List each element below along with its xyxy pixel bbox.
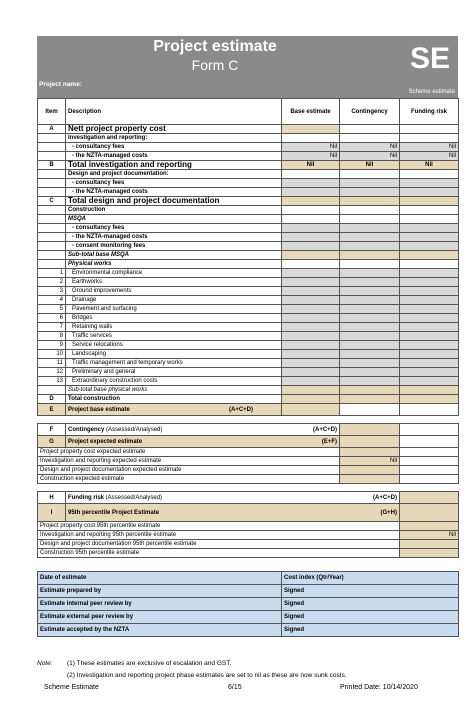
p95-investigation: Investigation and reporting 95th percentile estimate	[38, 531, 400, 540]
item-h: H	[38, 492, 66, 504]
work-label: Traffic services	[66, 332, 282, 341]
work-label: Pavement and surfacing	[66, 305, 282, 314]
cell	[340, 448, 400, 457]
row-p95-construction	[38, 549, 459, 558]
nil-value: Nil	[400, 143, 459, 152]
row-msqa-consent	[38, 242, 459, 251]
work-number: 12	[38, 368, 66, 377]
cell[interactable]	[340, 305, 400, 314]
inv-heading: Investigation and reporting:	[66, 134, 282, 143]
cell	[400, 549, 459, 558]
cell[interactable]	[340, 269, 400, 278]
work-number: 3	[38, 287, 66, 296]
physical-works-row	[38, 314, 459, 323]
cell	[282, 206, 340, 215]
cell	[340, 125, 400, 134]
physical-works-row	[38, 323, 459, 332]
cell	[400, 260, 459, 269]
physical-works-row	[38, 341, 459, 350]
row-g	[38, 436, 459, 448]
cell	[282, 134, 340, 143]
cell	[400, 540, 459, 549]
formula-h: (A+C+D)	[372, 494, 397, 501]
col-funding: Funding risk	[400, 99, 459, 125]
row-inv-heading	[38, 134, 459, 143]
signoff-row	[38, 611, 459, 624]
item-b: B	[38, 161, 66, 170]
row-p95-investigation	[38, 531, 459, 540]
cell[interactable]	[282, 233, 340, 242]
cell	[282, 386, 340, 395]
cell	[340, 260, 400, 269]
row-subtotal-physical	[38, 386, 459, 395]
row-msqa-consultancy	[38, 224, 459, 233]
cell[interactable]	[400, 350, 459, 359]
cell[interactable]	[340, 359, 400, 368]
physical-works-row	[38, 350, 459, 359]
cell	[38, 134, 66, 143]
note-h: (Assessed/Analysed)	[105, 494, 163, 501]
footer-left: Scheme Estimate	[44, 684, 99, 691]
signoff-block	[38, 572, 459, 637]
cell	[400, 522, 459, 531]
title-a: Nett project property cost	[66, 125, 282, 134]
physical-works-row	[38, 296, 459, 305]
physical-works-row	[38, 377, 459, 386]
cell	[340, 215, 400, 224]
cell	[340, 134, 400, 143]
spacer-row	[38, 416, 459, 424]
title-g-text: Project expected estimate	[68, 438, 143, 445]
cell	[38, 152, 66, 161]
cell	[340, 424, 400, 436]
p95-property: Project property cost 95th percentile estimate	[38, 522, 400, 531]
title-h-text: Funding risk	[68, 494, 104, 501]
nil-value: Nil	[282, 143, 340, 152]
cell[interactable]	[340, 341, 400, 350]
cell	[282, 215, 340, 224]
row-design-nzta	[38, 188, 459, 197]
label: - consultancy fees	[66, 224, 282, 233]
physical-works-label: Physical works	[66, 260, 282, 269]
physical-works-row	[38, 278, 459, 287]
signoff-row	[38, 598, 459, 611]
nil-value: Nil	[340, 457, 400, 466]
nil-value: Nil	[282, 161, 340, 170]
work-number: 6	[38, 314, 66, 323]
work-label: Bridges	[66, 314, 282, 323]
expected-property: Project property cost expected estimate	[38, 448, 340, 457]
cell[interactable]	[400, 233, 459, 242]
label: - consultancy fees	[66, 179, 282, 188]
nil-value: Nil	[282, 152, 340, 161]
cell	[340, 386, 400, 395]
row-inv-consultancy	[38, 143, 459, 152]
work-number: 5	[38, 305, 66, 314]
cell[interactable]	[340, 278, 400, 287]
row-e	[38, 404, 459, 416]
label: - the NZTA-managed costs	[66, 188, 282, 197]
signoff-value[interactable]: Signed	[282, 624, 459, 637]
row-p95-design	[38, 540, 459, 549]
cell	[38, 386, 66, 395]
cell[interactable]	[282, 278, 340, 287]
work-number: 4	[38, 296, 66, 305]
cell	[400, 215, 459, 224]
title-e-text: Project base estimate	[68, 406, 130, 413]
cell[interactable]	[340, 242, 400, 251]
footer-printed: Printed Date: 10/14/2020	[340, 684, 418, 691]
nil-value: Nil	[400, 161, 459, 170]
p95-construction: Construction 95th percentile estimate	[38, 549, 400, 558]
physical-works-row	[38, 368, 459, 377]
cell[interactable]	[400, 179, 459, 188]
cell	[400, 436, 459, 448]
note-label: Note:	[37, 660, 53, 667]
cell	[38, 188, 66, 197]
label: - consent monitoring fees	[66, 242, 282, 251]
signoff-row	[38, 624, 459, 637]
title-c: Total design and project documentation	[66, 197, 282, 206]
cell[interactable]	[340, 233, 400, 242]
cell[interactable]	[400, 242, 459, 251]
estimate-table	[37, 98, 459, 637]
item-g: G	[38, 436, 66, 448]
cell	[340, 404, 400, 416]
cell	[38, 215, 66, 224]
cell	[340, 475, 400, 484]
cell[interactable]	[340, 314, 400, 323]
signoff-row	[38, 585, 459, 598]
cell	[400, 251, 459, 260]
row-msqa-nzta	[38, 233, 459, 242]
work-label: Drainage	[66, 296, 282, 305]
cell	[38, 233, 66, 242]
work-label: Ground improvements	[66, 287, 282, 296]
spacer-row	[38, 558, 459, 572]
work-label: Service relocations	[66, 341, 282, 350]
row-i	[38, 504, 459, 522]
work-number: 9	[38, 341, 66, 350]
physical-works-row	[38, 359, 459, 368]
spacer	[38, 484, 459, 492]
row-physical-works	[38, 260, 459, 269]
design-heading: Design and project documentation:	[66, 170, 282, 179]
cell	[282, 197, 340, 206]
label: - the NZTA-managed costs	[66, 152, 282, 161]
cell[interactable]	[282, 224, 340, 233]
cell[interactable]	[282, 341, 340, 350]
item-a: A	[38, 125, 66, 134]
work-number: 11	[38, 359, 66, 368]
cell	[400, 448, 459, 457]
estimate-code: SE	[409, 42, 450, 75]
formula-f: (A+C+D)	[312, 426, 337, 433]
cell	[282, 260, 340, 269]
row-expected-investigation	[38, 457, 459, 466]
row-c	[38, 197, 459, 206]
item-i: I	[38, 504, 66, 522]
cell[interactable]	[282, 242, 340, 251]
note-line-1: (1) These estimates are exclusive of escalation and GST.	[67, 660, 232, 667]
cell	[340, 251, 400, 260]
item-c: C	[38, 197, 66, 206]
work-label: Traffic management and temporary works	[66, 359, 282, 368]
cell	[38, 251, 66, 260]
signoff-value[interactable]: Signed	[282, 598, 459, 611]
spacer-row	[38, 484, 459, 492]
cell[interactable]	[340, 287, 400, 296]
cell[interactable]	[282, 323, 340, 332]
expected-construction: Construction expected estimate	[38, 475, 340, 484]
physical-works-row	[38, 332, 459, 341]
expected-design: Design and project documentation expected estimate	[38, 466, 340, 475]
work-number: 1	[38, 269, 66, 278]
work-label: Environmental compliance	[66, 269, 282, 278]
cell[interactable]	[400, 278, 459, 287]
row-f	[38, 424, 459, 436]
cell	[400, 386, 459, 395]
cell	[340, 206, 400, 215]
formula-i: (G+H)	[380, 509, 397, 516]
cell	[400, 170, 459, 179]
cell	[400, 395, 459, 404]
signoff-label: Date of estimate	[38, 572, 282, 585]
form-subtitle: Form C	[191, 57, 239, 73]
signoff-label: Estimate internal peer review by	[38, 598, 282, 611]
row-d	[38, 395, 459, 404]
nil-value: Nil	[400, 531, 459, 540]
cell	[400, 457, 459, 466]
row-design-heading	[38, 170, 459, 179]
formula-e: (A+C+D)	[228, 406, 253, 413]
row-expected-design	[38, 466, 459, 475]
cell	[38, 143, 66, 152]
cell	[400, 206, 459, 215]
cell	[282, 170, 340, 179]
cell[interactable]	[400, 224, 459, 233]
cell	[340, 395, 400, 404]
cell	[38, 170, 66, 179]
work-number: 2	[38, 278, 66, 287]
work-number: 7	[38, 323, 66, 332]
cell[interactable]	[282, 377, 340, 386]
cell[interactable]	[340, 179, 400, 188]
signoff-label: Estimate external peer review by	[38, 611, 282, 624]
cell	[400, 492, 459, 504]
cell[interactable]	[400, 188, 459, 197]
nil-value: Nil	[340, 143, 400, 152]
row-construction	[38, 206, 459, 215]
signoff-value[interactable]: Signed	[282, 585, 459, 598]
physical-works-row	[38, 287, 459, 296]
construction-label: Construction	[66, 206, 282, 215]
cell[interactable]	[282, 125, 340, 134]
nil-value: Nil	[400, 152, 459, 161]
row-b	[38, 161, 459, 170]
cell[interactable]	[400, 332, 459, 341]
work-label: Retaining walls	[66, 323, 282, 332]
signoff-value[interactable]: Cost index (Qtr/Year)	[282, 572, 459, 585]
item-f: F	[38, 424, 66, 436]
cell[interactable]	[400, 287, 459, 296]
title-b: Total investigation and reporting	[66, 161, 282, 170]
work-number: 10	[38, 350, 66, 359]
cell[interactable]	[282, 296, 340, 305]
row-expected-property	[38, 448, 459, 457]
cell	[38, 242, 66, 251]
row-p95-property	[38, 522, 459, 531]
cell	[400, 504, 459, 522]
cell[interactable]	[400, 314, 459, 323]
cell[interactable]	[282, 359, 340, 368]
work-label: Landscaping	[66, 350, 282, 359]
row-a	[38, 125, 459, 134]
note-f: (Assessed/Analysed)	[106, 426, 163, 433]
cell[interactable]	[282, 314, 340, 323]
cell[interactable]	[340, 188, 400, 197]
cell	[38, 224, 66, 233]
title-e	[66, 404, 282, 416]
row-msqa	[38, 215, 459, 224]
cell	[400, 475, 459, 484]
form-header	[37, 36, 458, 98]
item-e: E	[38, 404, 66, 416]
nil-value: Nil	[340, 161, 400, 170]
column-header-row	[38, 99, 459, 125]
expected-investigation: Investigation and reporting expected estimate	[38, 457, 340, 466]
row-inv-nzta	[38, 152, 459, 161]
work-label: Earthworks	[66, 278, 282, 287]
cell	[400, 134, 459, 143]
title-i	[66, 504, 400, 522]
note-line-2: (2) Investigation and reporting project phase estimates are set to nil as these are now sunk costs.	[67, 672, 347, 679]
signoff-label: Estimate prepared by	[38, 585, 282, 598]
item-d: D	[38, 395, 66, 404]
p95-design: Design and project documentation 95th percentile estimate	[38, 540, 400, 549]
title-d: Total construction	[66, 395, 282, 404]
cell	[340, 170, 400, 179]
cell	[282, 251, 340, 260]
cell	[340, 466, 400, 475]
cell	[282, 404, 340, 416]
col-contingency: Contingency	[340, 99, 400, 125]
cell[interactable]	[400, 377, 459, 386]
label: - the NZTA-managed costs	[66, 233, 282, 242]
cell	[38, 206, 66, 215]
msqa-label: MSQA	[66, 215, 282, 224]
title-f-text: Contingency	[68, 426, 105, 433]
estimate-code-label: Scheme estimate	[408, 89, 455, 95]
cell	[400, 197, 459, 206]
spacer	[38, 416, 459, 424]
work-label: Preliminary and general	[66, 368, 282, 377]
subtotal-physical-label: Sub-total base physical works	[66, 386, 282, 395]
col-item: Item	[38, 99, 66, 125]
formula-g: (E+F)	[321, 438, 337, 445]
physical-works-row	[38, 305, 459, 314]
work-number: 13	[38, 377, 66, 386]
cell[interactable]	[282, 368, 340, 377]
subtotal-msqa-label: Sub-total base MSQA	[66, 251, 282, 260]
title-h	[66, 492, 400, 504]
cell[interactable]	[340, 296, 400, 305]
cell	[400, 404, 459, 416]
cell	[400, 466, 459, 475]
cell[interactable]	[282, 287, 340, 296]
footer-page: 6/15	[228, 684, 242, 691]
signoff-label: Estimate accepted by the NZTA	[38, 624, 282, 637]
row-design-consultancy	[38, 179, 459, 188]
form-title: Project estimate	[153, 38, 277, 55]
cell[interactable]	[282, 350, 340, 359]
signoff-value[interactable]: Signed	[282, 611, 459, 624]
cell[interactable]	[282, 179, 340, 188]
cell	[340, 436, 400, 448]
cell[interactable]	[400, 296, 459, 305]
work-number: 8	[38, 332, 66, 341]
label: - consultancy fees	[66, 143, 282, 152]
cell[interactable]	[340, 224, 400, 233]
cell[interactable]	[340, 368, 400, 377]
cell[interactable]	[400, 323, 459, 332]
title-f	[66, 424, 340, 436]
cell	[340, 197, 400, 206]
work-label: Extraordinary construction costs	[66, 377, 282, 386]
cell[interactable]	[340, 350, 400, 359]
row-expected-construction	[38, 475, 459, 484]
project-name-label: Project name:	[39, 81, 82, 88]
physical-works-list	[38, 269, 459, 386]
cell[interactable]	[340, 332, 400, 341]
cell[interactable]	[340, 377, 400, 386]
cell[interactable]	[400, 305, 459, 314]
cell	[38, 260, 66, 269]
cell[interactable]	[282, 305, 340, 314]
cell	[38, 179, 66, 188]
row-h	[38, 492, 459, 504]
cell[interactable]	[400, 368, 459, 377]
title-g	[66, 436, 340, 448]
cell[interactable]	[340, 323, 400, 332]
cell	[400, 125, 459, 134]
title-i-text: 95th percentile Project Estimate	[68, 509, 160, 516]
row-subtotal-msqa	[38, 251, 459, 260]
cell[interactable]	[400, 359, 459, 368]
spacer	[38, 558, 459, 572]
cell[interactable]	[400, 341, 459, 350]
physical-works-row	[38, 269, 459, 278]
col-base: Base estimate	[282, 99, 340, 125]
cell[interactable]	[282, 332, 340, 341]
cell[interactable]	[282, 188, 340, 197]
signoff-row	[38, 572, 459, 585]
cell[interactable]	[400, 269, 459, 278]
cell	[282, 395, 340, 404]
cell[interactable]	[282, 269, 340, 278]
nil-value: Nil	[340, 152, 400, 161]
col-description: Description	[66, 99, 282, 125]
cell	[400, 424, 459, 436]
